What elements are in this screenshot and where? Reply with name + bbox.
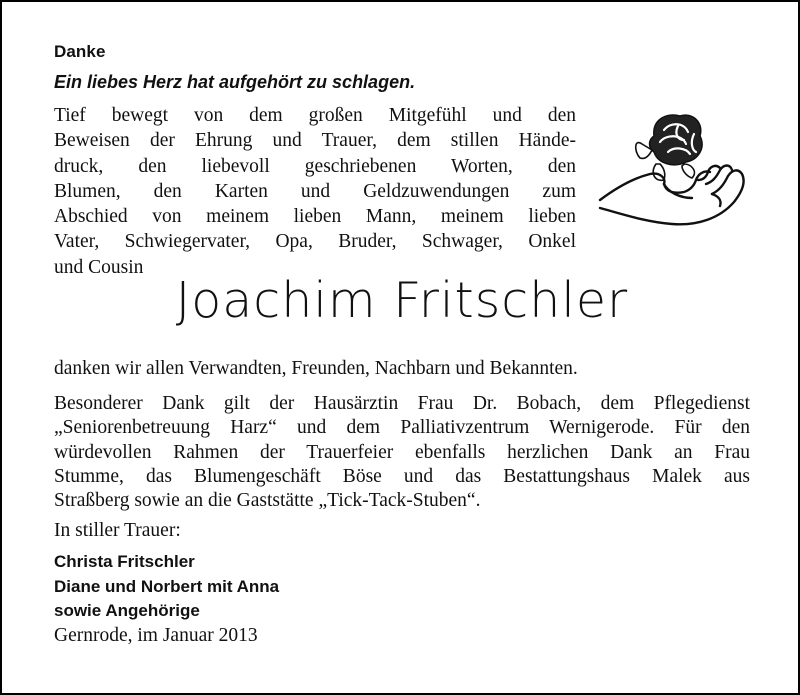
thanks-line: danken wir allen Verwandten, Freunden, Nachbarn und Bekannten.	[54, 358, 578, 379]
heading: Danke	[54, 42, 106, 61]
mourning-label: In stiller Trauer:	[54, 520, 181, 541]
signer-name: Christa Fritschler	[54, 552, 195, 571]
motto: Ein liebes Herz hat aufgehört zu schlagen.	[54, 72, 416, 92]
intro-paragraph	[54, 103, 576, 280]
intro-line: Blumen, den Karten und Geldzuwendungen zum	[54, 180, 576, 202]
place-date: Gernrode, im Januar 2013	[54, 625, 258, 646]
deceased-name: Joachim Fritschler	[175, 272, 629, 329]
special-line: Besonderer Dank gilt der Hausärztin Frau Dr. Bobach, dem Pflegedienst	[54, 393, 750, 414]
intro-line: Tief bewegt von dem großen Mitgefühl und den	[54, 105, 576, 126]
special-line: würdevollen Rahmen der Trauerfeier ebenfalls herzlichen Dank an Frau	[54, 441, 750, 463]
signer-name: Diane und Norbert mit Anna	[54, 576, 280, 596]
rose-in-hand-icon	[594, 108, 754, 230]
special-line: „Seniorenbetreuung Harz“ und dem Palliativzentrum Wernigerode. Für den	[54, 417, 750, 439]
intro-line: und Cousin	[54, 256, 144, 278]
intro-line: druck, den liebevoll geschriebenen Worten, den	[54, 155, 576, 177]
intro-line: Abschied von meinem lieben Mann, meinem lieben	[54, 206, 576, 228]
intro-line: Beweisen der Ehrung und Trauer, dem stillen Hände-	[54, 130, 576, 152]
special-line: Stumme, das Blumengeschäft Böse und das Bestattungshaus Malek aus	[54, 465, 750, 487]
special-thanks-paragraph	[54, 392, 750, 513]
intro-line: Vater, Schwiegervater, Opa, Bruder, Schwager, Onkel	[54, 231, 576, 253]
signers-list	[54, 550, 279, 624]
special-line: Straßberg sowie an die Gaststätte „Tick-Tack-Stuben“.	[54, 490, 481, 512]
signer-name: sowie Angehörige	[54, 601, 200, 620]
